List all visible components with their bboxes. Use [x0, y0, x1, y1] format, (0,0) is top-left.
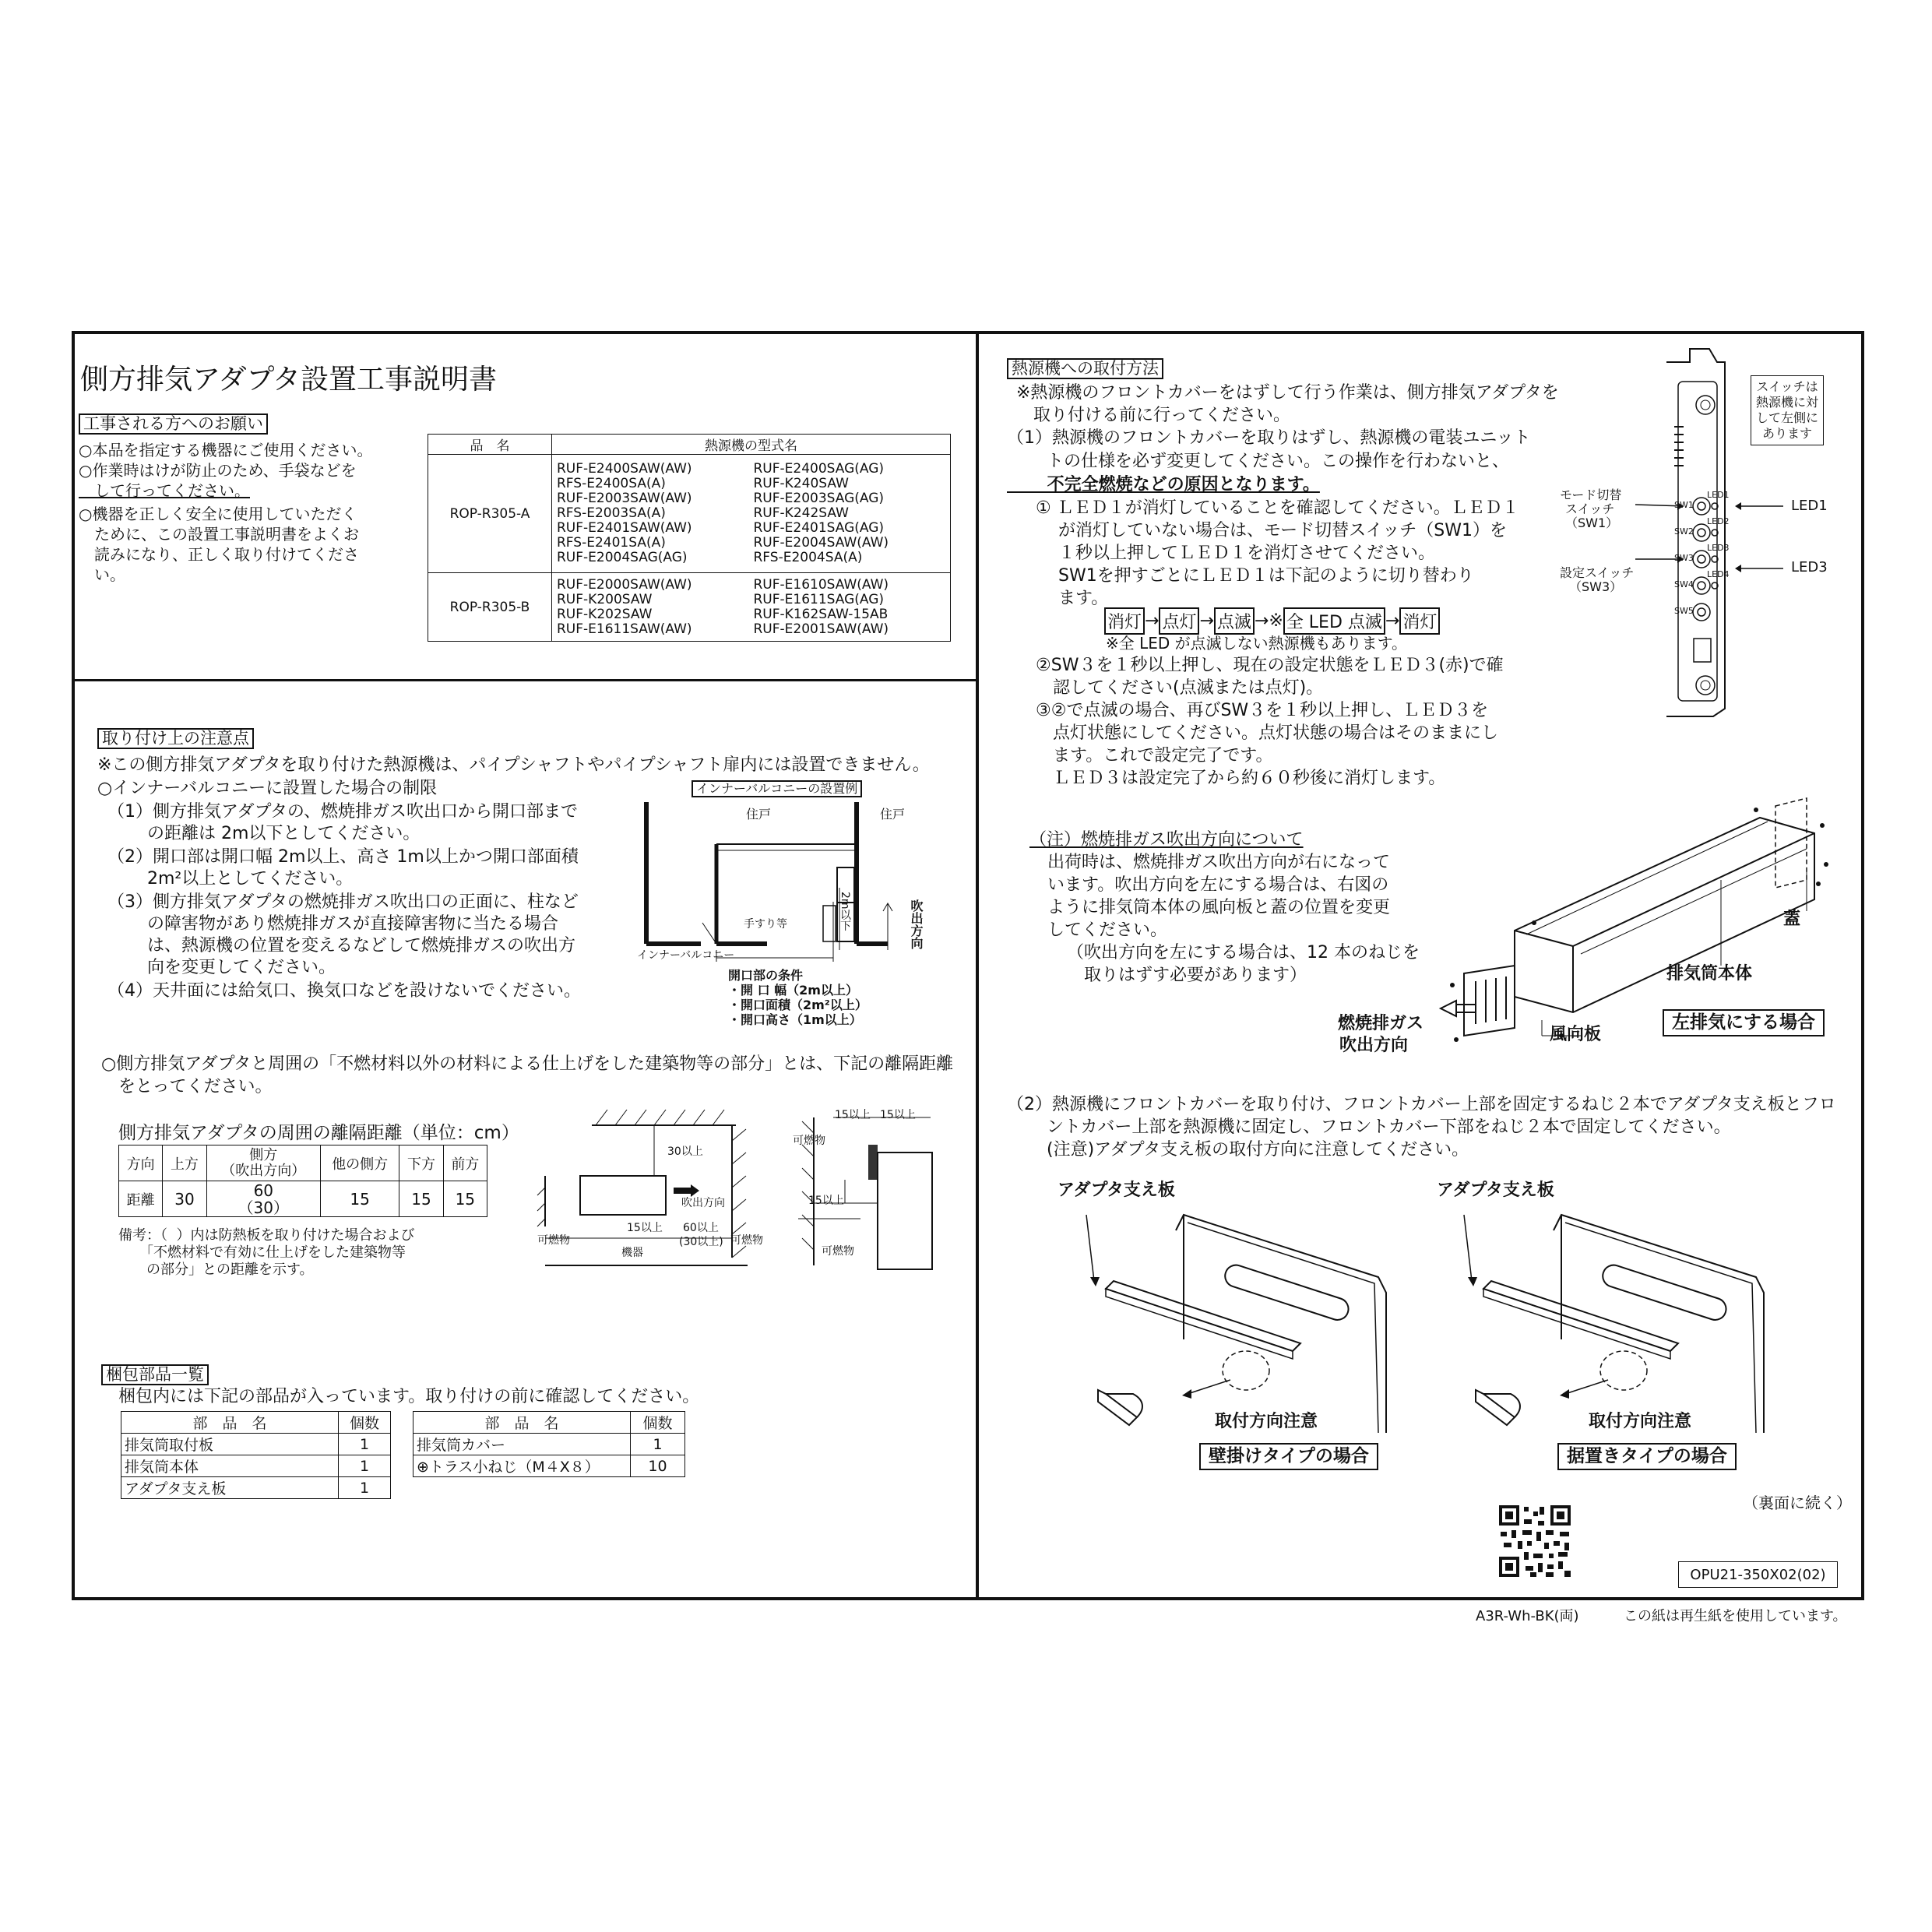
model-item: RFS-E2003SA(A) — [557, 505, 666, 521]
panel-switch-label: SW1 — [1674, 500, 1694, 510]
parts-name: 排気筒カバー — [413, 1434, 631, 1455]
model-name: ROP-R305-B — [428, 573, 552, 642]
exhaust-vane-label: 風向板 — [1550, 1025, 1602, 1044]
model-item: RUF-K200SAW — [557, 591, 653, 607]
balcony-direction: 吹出方向 — [909, 899, 924, 949]
clearance-right-bottom-sub: (30以上) — [679, 1236, 723, 1248]
install-sub1: が消灯していない場合は、モード切替スイッチ（SW1）を — [1036, 521, 1507, 540]
parts-qty: 10 — [631, 1455, 685, 1477]
request-line: して行ってください。 — [79, 481, 250, 500]
install-step1: トの仕様を必ず変更してください。この操作を行わないと、 — [1007, 452, 1509, 471]
clearance-note: の部分」との距離を示す。 — [118, 1262, 314, 1278]
request-heading: 工事される方へのお願い — [79, 413, 268, 435]
model-item: RUF-K240SAW — [753, 476, 849, 491]
qr-code-icon — [1499, 1505, 1571, 1577]
clearance-note: 備考：（ ）内は防熱板を取り付けた場合および — [118, 1227, 415, 1244]
wall-mount-direction: 取付方向注意 — [1215, 1412, 1318, 1431]
parts-qty: 1 — [339, 1455, 391, 1477]
request-line: ○機器を正しく安全に使用していただく — [79, 505, 357, 523]
model-table-header: 熱源機の型式名 — [552, 435, 951, 455]
model-item: RUF-E1611SAG(AG) — [753, 591, 885, 607]
install-sub1: SW1を押すごとにＬＥＤ１は下記のように切り替わり — [1036, 566, 1474, 586]
panel-led-label: LED1 — [1707, 490, 1730, 500]
clearance-combustible: 可燃物 — [730, 1234, 763, 1247]
caution-line: の距離は 2m以下としてください。 — [107, 824, 421, 843]
model-item: RUF-K162SAW-15AB — [753, 606, 889, 622]
panel-led3-label: LED3 — [1791, 559, 1828, 575]
balcony-condition: ・開口高さ（1m以上） — [728, 1012, 862, 1027]
model-item: RFS-E2400SA(A) — [557, 476, 666, 491]
footer-recycled: この紙は再生紙を使用しています。 — [1624, 1608, 1847, 1624]
clearance-side-mid: 15以上 — [808, 1195, 844, 1207]
exhaust-caption: 左排気にする場合 — [1663, 1009, 1825, 1036]
panel-switch-label: SW2 — [1674, 526, 1694, 537]
exhaust-note-line: います。吹出方向を左にする場合は、右図の — [1047, 875, 1389, 895]
panel-switch-label: SW5 — [1674, 606, 1694, 616]
clearance-side-top-left: 15以上 — [835, 1109, 871, 1121]
balcony-diagram-title: インナーバルコニーの設置例 — [692, 780, 862, 797]
caution-line: （1）側方排気アダプタの、燃焼排ガス吹出口から開口部まで — [107, 802, 579, 822]
parts-header: 個数 — [631, 1412, 685, 1434]
doc-code: OPU21-350X02(02) — [1678, 1561, 1838, 1588]
clearance-intro: をとってください。 — [101, 1077, 273, 1096]
parts-qty: 1 — [339, 1477, 391, 1499]
model-list — [552, 455, 951, 573]
clearance-cell: 距離 — [119, 1181, 163, 1217]
balcony-condition: 開口部の条件 — [728, 968, 804, 983]
parts-table-right — [413, 1411, 685, 1477]
clearance-table — [118, 1145, 487, 1217]
section-divider — [72, 679, 977, 681]
model-item: RUF-E2001SAW(AW) — [753, 621, 889, 637]
exhaust-note-line: ように排気筒本体の風向板と蓋の位置を変更 — [1047, 898, 1391, 917]
parts-header: 部 品 名 — [121, 1412, 339, 1434]
clearance-header: 側方 （吹出方向） — [206, 1145, 320, 1181]
support-plate-label: アダプタ支え板 — [1437, 1181, 1554, 1200]
support-plate-label: アダプタ支え板 — [1057, 1181, 1175, 1200]
caution-line: の障害物があり燃焼排ガスが直接障害物に当たる場合 — [107, 914, 558, 934]
parts-qty: 1 — [339, 1434, 391, 1455]
clearance-header: 下方 — [399, 1145, 443, 1181]
exhaust-note-line: 取りはずす必要があります） — [1067, 966, 1307, 985]
install-note: ※熱源機のフロントカバーをはずして行う作業は、側方排気アダプタを — [1016, 383, 1559, 403]
clearance-combustible: 可燃物 — [537, 1234, 570, 1247]
model-item: RFS-E2004SA(A) — [753, 550, 863, 565]
model-item: RUF-K202SAW — [557, 606, 653, 622]
install-sub1: １秒以上押してＬＥＤ１を消灯させてください。 — [1036, 544, 1435, 563]
install-step1: （1）熱源機のフロントカバーを取りはずし、熱源機の電装ユニット — [1007, 428, 1531, 448]
clearance-direction-label: 吹出方向 — [681, 1197, 725, 1209]
install-sub2: ②SW３を１秒以上押し、現在の設定状態をＬＥＤ３(赤)で確 — [1036, 656, 1504, 675]
caution-line: 向を変更してください。 — [107, 958, 336, 977]
parts-qty: 1 — [631, 1434, 685, 1455]
clearance-header: 上方 — [163, 1145, 206, 1181]
clearance-table-title: 側方排気アダプタの周囲の離隔距離（単位：cm） — [118, 1123, 519, 1143]
exhaust-note-line: （吹出方向を左にする場合は、12 本のねじを — [1067, 943, 1420, 962]
request-line: い。 — [79, 565, 125, 584]
caution-line: ○インナーバルコニーに設置した場合の制限 — [97, 779, 438, 798]
panel-note-line: スイッチは — [1756, 379, 1818, 394]
floor-mount-caption: 据置きタイプの場合 — [1557, 1443, 1737, 1470]
install-sub3: ③②で点滅の場合、再びSW３を１秒以上押し、ＬＥＤ３を — [1036, 701, 1489, 720]
clearance-cell: 60 （30） — [206, 1181, 320, 1217]
parts-intro: 梱包内には下記の部品が入っています。取り付けの前に確認してください。 — [118, 1387, 700, 1406]
floor-mount-figure — [1476, 1199, 1772, 1441]
clearance-header: 他の側方 — [320, 1145, 399, 1181]
continued-note: （裏面に続く） — [1743, 1494, 1852, 1512]
clearance-combustible: 可燃物 — [822, 1245, 854, 1258]
install-sub2: 認してください(点滅または点灯)。 — [1036, 678, 1324, 698]
balcony-inner-label: インナーバルコニー — [637, 949, 735, 962]
clearance-side-diagram — [790, 1110, 962, 1269]
clearance-unit: 機器 — [621, 1247, 643, 1259]
page-title: 側方排気アダプタ設置工事説明書 — [80, 364, 497, 396]
request-line: ○作業時はけが防止のため、手袋などを — [79, 461, 357, 480]
model-item: RUF-E2003SAW(AW) — [557, 491, 692, 506]
arrow-right-icon: → — [1385, 611, 1400, 631]
request-line: 読みになり、正しく取り付けてくださ — [79, 545, 359, 564]
clearance-combustible: 可燃物 — [793, 1135, 825, 1147]
model-item: RUF-E2401SAG(AG) — [753, 520, 885, 536]
parts-name: ⊕トラス小ねじ（M４X８） — [413, 1455, 631, 1477]
wall-mount-caption: 壁掛けタイプの場合 — [1199, 1443, 1378, 1470]
parts-header: 個数 — [339, 1412, 391, 1434]
clearance-cell: 15 — [320, 1181, 399, 1217]
panel-led-label: LED4 — [1707, 569, 1730, 579]
exhaust-lid-label: 蓋 — [1783, 910, 1801, 929]
exhaust-gas-label: 吹出方向 — [1339, 1036, 1409, 1055]
balcony-residence-right: 住戸 — [880, 807, 906, 822]
exhaust-note-line: 出荷時は、燃焼排ガス吹出方向が右になって — [1047, 853, 1391, 872]
balcony-condition: ・開 口 幅（2m以上） — [728, 983, 858, 998]
install-sub3: ます。これで設定完了です。 — [1036, 746, 1273, 765]
panel-led-label: LED2 — [1707, 516, 1730, 526]
model-item: RUF-E2003SAG(AG) — [753, 491, 885, 506]
caution-line: は、熱源機の位置を変えるなどして燃焼排ガスの吹出方 — [107, 936, 575, 955]
clearance-cell: 15 — [443, 1181, 487, 1217]
balcony-residence-left: 住戸 — [746, 807, 772, 822]
clearance-note: 「不燃材料で有効に仕上げをした建築物等 — [118, 1244, 406, 1261]
arrow-right-icon: → — [1145, 611, 1160, 631]
led-sequence-note: ※全 LED が点滅しない熱源機もあります。 — [1106, 634, 1408, 653]
caution-line: （3）側方排気アダプタの燃焼排ガス吹出口の正面に、柱など — [107, 892, 579, 912]
install-sub3: ＬＥＤ３は設定完了から約６０秒後に消灯します。 — [1036, 769, 1446, 788]
model-table — [428, 434, 951, 642]
model-item: RUF-E2401SAW(AW) — [557, 520, 692, 536]
model-item: RUF-E1610SAW(AW) — [753, 576, 889, 593]
model-item: RFS-E2401SA(A) — [557, 535, 666, 551]
panel-switch-label: SW3 — [1674, 553, 1694, 563]
panel-note-line: あります — [1762, 426, 1813, 441]
led-sequence — [1104, 607, 1440, 635]
panel-mode-switch: スイッチ — [1565, 501, 1615, 516]
exhaust-gas-label: 燃焼排ガス — [1338, 1014, 1424, 1033]
model-name: ROP-R305-A — [428, 455, 552, 573]
caution-line: 2m²以上としてください。 — [107, 869, 354, 889]
arrow-right-icon: →※ — [1254, 611, 1283, 631]
caution-line: （4）天井面には給気口、換気口などを設けないでください。 — [107, 981, 581, 1001]
balcony-handrail: 手すり等 — [744, 918, 787, 931]
model-item: RUF-E2000SAW(AW) — [557, 576, 692, 593]
clearance-cell: 30 — [163, 1181, 206, 1217]
model-item: RUF-E2400SAG(AG) — [753, 461, 885, 477]
led-state: 点滅 — [1214, 607, 1255, 635]
panel-mode-switch: （SW1） — [1565, 516, 1619, 530]
arrow-right-icon: → — [1199, 611, 1214, 631]
parts-table-left — [121, 1411, 391, 1499]
panel-switch-label: SW4 — [1674, 579, 1694, 589]
balcony-distance: 2m以下 — [839, 892, 851, 931]
panel-set-switch: （SW3） — [1569, 579, 1623, 594]
led-state: 消灯 — [1104, 607, 1145, 635]
install-note: 取り付ける前に行ってください。 — [1016, 406, 1291, 425]
parts-header: 部 品 名 — [413, 1412, 631, 1434]
exhaust-body-label: 排気筒本体 — [1666, 964, 1753, 984]
led-state: 点灯 — [1159, 607, 1199, 635]
clearance-right-bottom: 60以上 — [683, 1222, 719, 1234]
panel-mode-switch: モード切替 — [1560, 487, 1622, 502]
clearance-left-bottom: 15以上 — [627, 1222, 663, 1234]
parts-name: アダプタ支え板 — [121, 1477, 339, 1499]
cautions-heading: 取り付け上の注意点 — [97, 728, 254, 749]
install-heading: 熱源機への取付方法 — [1007, 358, 1163, 379]
install-sub1: ます。 — [1036, 589, 1109, 608]
install-step2: ントカバー上部を熱源機に固定し、フロントカバー下部をねじ２本で固定してください。 — [1007, 1117, 1731, 1137]
model-list — [552, 573, 951, 642]
clearance-intro: ○側方排気アダプタと周囲の「不燃材料以外の材料による仕上げをした建築物等の部分」とは、下記の離隔距離 — [101, 1054, 954, 1074]
install-step2: （2）熱源機にフロントカバーを取り付け、フロントカバー上部を固定するねじ２本でアダプタ支え板とフロ — [1007, 1095, 1836, 1114]
led-state: 全 LED 点滅 — [1283, 607, 1385, 635]
panel-led-label: LED3 — [1707, 543, 1730, 553]
install-step2: (注意)アダプタ支え板の取付方向に注意してください。 — [1007, 1140, 1469, 1160]
panel-led1-label: LED1 — [1791, 498, 1828, 514]
clearance-header: 方向 — [119, 1145, 163, 1181]
request-line: ために、この設置工事説明書をよくお — [79, 525, 359, 544]
clearance-header: 前方 — [443, 1145, 487, 1181]
floor-mount-direction: 取付方向注意 — [1589, 1412, 1692, 1431]
model-item: RUF-K242SAW — [753, 505, 849, 521]
model-item: RUF-E2400SAW(AW) — [557, 461, 692, 477]
request-line: ○本品を指定する機器にご使用ください。 — [79, 441, 373, 459]
balcony-condition: ・開口面積（2m²以上） — [728, 998, 867, 1012]
caution-line: （2）開口部は開口幅 2m以上、高さ 1m以上かつ開口部面積 — [107, 847, 579, 867]
led-state: 消灯 — [1399, 607, 1440, 635]
wall-mount-figure — [1098, 1199, 1394, 1441]
parts-name: 排気筒本体 — [121, 1455, 339, 1477]
parts-name: 排気筒取付板 — [121, 1434, 339, 1455]
panel-set-switch: 設定スイッチ — [1560, 565, 1635, 580]
caution-line: ※この側方排気アダプタを取り付けた熱源機は、パイプシャフトやパイプシャフト扉内には設置できません。 — [97, 755, 930, 775]
model-item: RUF-E2004SAG(AG) — [557, 550, 688, 565]
install-step1: 不完全燃焼などの原因となります。 — [1007, 475, 1320, 494]
clearance-top-label: 30以上 — [667, 1145, 703, 1158]
model-item: RUF-E2004SAW(AW) — [753, 535, 889, 551]
panel-note-box — [1751, 375, 1824, 445]
install-sub1: ① ＬＥＤ１が消灯していることを確認してください。ＬＥＤ１ — [1036, 498, 1519, 518]
panel-note-line: 熱源機に対 — [1756, 395, 1819, 410]
parts-heading: 梱包部品一覧 — [101, 1364, 209, 1385]
clearance-side-top-right: 15以上 — [880, 1109, 916, 1121]
model-table-header: 品 名 — [428, 435, 552, 455]
clearance-cell: 15 — [399, 1181, 443, 1217]
exhaust-note-heading: （注）燃焼排ガス吹出方向について — [1029, 830, 1304, 850]
exhaust-note-line: してください。 — [1047, 920, 1168, 940]
install-sub3: 点灯状態にしてください。点灯状態の場合はそのままにし — [1036, 723, 1499, 743]
column-divider — [976, 331, 979, 1600]
panel-note-line: して左側に — [1756, 410, 1819, 425]
model-item: RUF-E1611SAW(AW) — [557, 621, 692, 637]
footer-code: A3R-Wh-BK(両) — [1476, 1608, 1579, 1624]
